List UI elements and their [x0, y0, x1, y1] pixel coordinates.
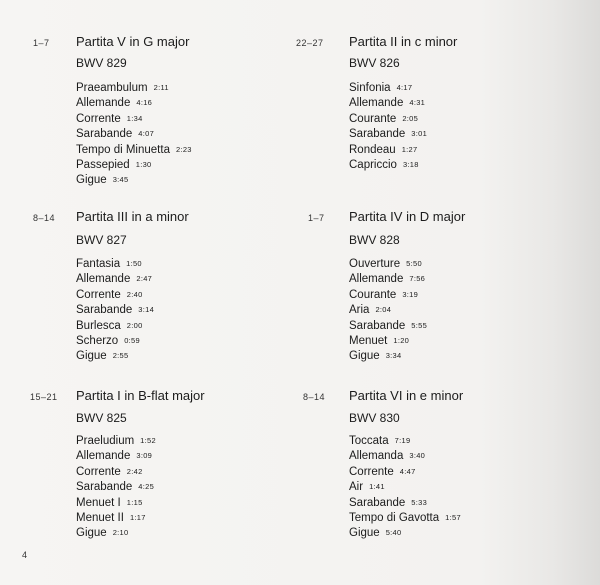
- movement: [349, 525, 461, 540]
- movement: [76, 318, 154, 333]
- movement-name: Burlesca: [76, 319, 121, 332]
- movement-duration: 1:34: [126, 113, 143, 123]
- movement: [349, 142, 427, 157]
- movement: [349, 318, 427, 333]
- movement-name: Scherzo: [76, 334, 119, 347]
- movement-duration: 2:10: [112, 528, 129, 538]
- movement-duration: 4:47: [399, 466, 416, 476]
- track-range: 1–7: [33, 38, 50, 48]
- movement-duration: 4:25: [138, 482, 155, 492]
- movement-duration: 3:19: [402, 289, 419, 299]
- movement-duration: 2:05: [402, 113, 419, 123]
- movement-duration: 5:50: [406, 259, 422, 268]
- movement-name: Corrente: [76, 465, 121, 478]
- movement-list: [349, 256, 427, 364]
- movement: [76, 302, 154, 317]
- movement: [349, 448, 461, 463]
- movement-name: Ouverture: [349, 258, 401, 270]
- movement: [76, 495, 156, 510]
- movement: [76, 142, 192, 157]
- movement-duration: 0:59: [124, 335, 140, 345]
- partita-title: Partita III in a minor: [76, 209, 189, 224]
- movement-name: Praeludium: [76, 435, 135, 447]
- movement-duration: 1:41: [369, 482, 385, 492]
- movement-list: [76, 433, 156, 541]
- track-range: 8–14: [33, 213, 56, 223]
- movement: [349, 495, 461, 510]
- movement-name: Aria: [349, 304, 370, 317]
- movement: [349, 302, 427, 317]
- movement-list: [76, 80, 192, 188]
- movement: [349, 111, 427, 126]
- movement-name: Courante: [349, 288, 397, 301]
- movement-list: [349, 80, 427, 172]
- bwv-number: BWV 830: [349, 411, 400, 425]
- movement-name: Passepied: [76, 158, 130, 171]
- track-range: 15–21: [30, 392, 58, 402]
- movement: [76, 333, 154, 348]
- movement-list: [76, 256, 154, 364]
- movement: [76, 271, 154, 286]
- movement-duration: 7:19: [394, 436, 411, 445]
- movement-name: Menuet I: [76, 496, 121, 509]
- movement: [349, 433, 461, 448]
- movement-duration: 3:40: [409, 451, 426, 461]
- movement-duration: 3:45: [112, 175, 129, 185]
- movement: [349, 256, 427, 271]
- movement: [76, 448, 156, 463]
- movement-name: Gigue: [76, 174, 107, 187]
- movement: [76, 464, 156, 479]
- movement-name: Allemanda: [349, 450, 404, 463]
- movement-name: Allemande: [76, 273, 131, 286]
- movement: [349, 479, 461, 494]
- partita-title: Partita IV in D major: [349, 209, 466, 224]
- movement-duration: 5:33: [411, 497, 428, 507]
- movement-name: Gigue: [76, 527, 107, 540]
- movement: [349, 126, 427, 141]
- movement-duration: 2:42: [126, 466, 143, 476]
- movement-name: Capriccio: [349, 158, 397, 171]
- movement-duration: 1:15: [126, 497, 143, 507]
- movement-name: Corrente: [349, 465, 394, 478]
- movement: [349, 348, 427, 363]
- movement-duration: 5:55: [411, 320, 428, 330]
- movement-duration: 1:27: [401, 144, 418, 154]
- movement: [76, 287, 154, 302]
- movement-duration: 3:34: [385, 351, 402, 361]
- track-range: 8–14: [303, 392, 326, 402]
- movement-name: Sarabande: [349, 319, 406, 332]
- movement: [349, 464, 461, 479]
- movement: [76, 433, 156, 448]
- movement-name: Sarabande: [349, 128, 406, 141]
- movement-name: Allemande: [76, 450, 131, 463]
- movement-name: Sinfonia: [349, 82, 391, 94]
- movement-duration: 4:17: [396, 83, 413, 92]
- movement: [76, 172, 192, 187]
- movement-name: Corrente: [76, 288, 121, 301]
- movement-duration: 2:11: [153, 83, 169, 92]
- movement: [76, 256, 154, 271]
- movement-name: Tempo di Gavotta: [349, 511, 440, 524]
- movement-name: Air: [349, 481, 364, 494]
- movement-name: Courante: [349, 112, 397, 125]
- partita-title: Partita V in G major: [76, 34, 190, 49]
- movement-name: Toccata: [349, 435, 389, 447]
- movement-name: Allemande: [76, 97, 131, 110]
- movement-duration: 1:50: [126, 259, 142, 268]
- movement-name: Sarabande: [349, 496, 406, 509]
- partita-title: Partita I in B-flat major: [76, 388, 205, 403]
- movement-duration: 4:16: [136, 98, 153, 108]
- partita-title: Partita VI in e minor: [349, 388, 464, 403]
- movement-duration: 1:20: [393, 335, 410, 345]
- movement: [76, 95, 192, 110]
- movement-name: Menuet II: [76, 511, 124, 524]
- movement-duration: 3:09: [136, 451, 153, 461]
- movement-duration: 2:40: [126, 289, 143, 299]
- movement-name: Sarabande: [76, 128, 133, 141]
- movement: [76, 126, 192, 141]
- movement: [76, 157, 192, 172]
- bwv-number: BWV 825: [76, 411, 127, 425]
- track-range: 1–7: [308, 213, 325, 223]
- movement: [76, 80, 192, 95]
- movement: [349, 510, 461, 525]
- track-range: 22–27: [296, 38, 324, 48]
- movement-list: [349, 433, 461, 541]
- movement-duration: 2:04: [375, 305, 392, 315]
- movement-name: Fantasia: [76, 258, 121, 270]
- movement-duration: 1:17: [129, 512, 146, 522]
- movement-duration: 4:31: [409, 98, 426, 108]
- movement: [349, 157, 427, 172]
- movement-name: Gigue: [349, 527, 380, 540]
- movement: [76, 111, 192, 126]
- movement-name: Allemande: [349, 273, 404, 286]
- movement: [76, 525, 156, 540]
- partita-title: Partita II in c minor: [349, 34, 458, 49]
- bwv-number: BWV 827: [76, 233, 127, 247]
- movement-duration: 2:00: [126, 320, 143, 330]
- movement-duration: 4:07: [138, 129, 155, 139]
- movement-name: Rondeau: [349, 143, 396, 156]
- movement: [349, 95, 427, 110]
- movement-name: Praeambulum: [76, 82, 148, 94]
- bwv-number: BWV 826: [349, 56, 400, 70]
- movement-name: Sarabande: [76, 304, 133, 317]
- movement-duration: 1:57: [445, 512, 461, 522]
- movement-duration: 5:40: [385, 528, 402, 538]
- movement-duration: 3:14: [138, 305, 155, 315]
- movement-duration: 2:55: [112, 351, 129, 361]
- movement-name: Corrente: [76, 112, 121, 125]
- movement-duration: 1:52: [140, 436, 156, 445]
- movement-duration: 2:47: [136, 274, 153, 284]
- movement-name: Menuet: [349, 334, 388, 347]
- movement-name: Allemande: [349, 97, 404, 110]
- bwv-number: BWV 828: [349, 233, 400, 247]
- movement-duration: 1:30: [135, 159, 152, 169]
- movement: [349, 271, 427, 286]
- movement: [349, 287, 427, 302]
- movement-name: Gigue: [349, 350, 380, 363]
- bwv-number: BWV 829: [76, 56, 127, 70]
- movement: [76, 510, 156, 525]
- movement-name: Sarabande: [76, 481, 133, 494]
- movement-duration: 2:23: [175, 144, 192, 154]
- movement: [349, 333, 427, 348]
- page-number: 4: [22, 550, 28, 560]
- movement: [76, 479, 156, 494]
- movement-name: Tempo di Minuetta: [76, 143, 170, 156]
- movement-name: Gigue: [76, 350, 107, 363]
- movement: [76, 348, 154, 363]
- movement-duration: 3:01: [411, 129, 428, 139]
- movement-duration: 3:18: [402, 159, 419, 169]
- movement-duration: 7:56: [409, 274, 426, 284]
- movement: [349, 80, 427, 95]
